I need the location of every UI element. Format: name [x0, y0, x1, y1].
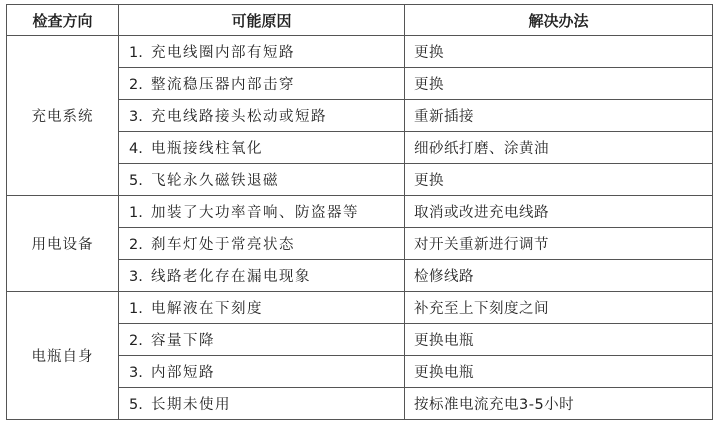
- item-number: 1.: [129, 205, 143, 221]
- troubleshooting-table: [6, 4, 713, 420]
- cause-cell: [119, 356, 405, 388]
- table-body: [7, 36, 713, 420]
- table-row: [7, 36, 713, 68]
- cause-cell: [119, 132, 405, 164]
- solution-cell: 重新插接: [405, 100, 713, 132]
- solution-cell: 检修线路: [405, 260, 713, 292]
- category-cell: 电瓶自身: [7, 292, 119, 420]
- cause-text: 电瓶接线柱氧化: [151, 141, 263, 157]
- header-solution: 解决办法: [405, 5, 713, 36]
- cause-cell: [119, 228, 405, 260]
- item-number: 1.: [129, 301, 143, 317]
- category-cell: 充电系统: [7, 36, 119, 196]
- cause-cell: [119, 260, 405, 292]
- cause-cell: [119, 164, 405, 196]
- item-number: 1.: [129, 45, 143, 61]
- solution-cell: 更换电瓶: [405, 356, 713, 388]
- cause-text: 加装了大功率音响、防盗器等: [151, 205, 359, 221]
- header-direction: 检查方向: [7, 5, 119, 36]
- table-row: [7, 196, 713, 228]
- cause-cell: [119, 68, 405, 100]
- solution-cell: 细砂纸打磨、涂黄油: [405, 132, 713, 164]
- solution-cell: 更换: [405, 68, 713, 100]
- cause-text: 长期未使用: [151, 397, 231, 413]
- item-number: 2.: [129, 237, 143, 253]
- table-row: [7, 292, 713, 324]
- cause-text: 电解液在下刻度: [151, 301, 263, 317]
- cause-text: 容量下降: [151, 333, 215, 349]
- cause-text: 刹车灯处于常亮状态: [151, 237, 295, 253]
- cause-cell: [119, 100, 405, 132]
- cause-text: 整流稳压器内部击穿: [151, 77, 295, 93]
- item-number: 3.: [129, 365, 143, 381]
- cause-cell: [119, 196, 405, 228]
- item-number: 2.: [129, 77, 143, 93]
- cause-cell: [119, 36, 405, 68]
- item-number: 3.: [129, 109, 143, 125]
- category-cell: 用电设备: [7, 196, 119, 292]
- cause-cell: [119, 388, 405, 420]
- solution-cell: 更换电瓶: [405, 324, 713, 356]
- header-cause: 可能原因: [119, 5, 405, 36]
- item-number: 5.: [129, 173, 143, 189]
- cause-cell: [119, 292, 405, 324]
- cause-text: 充电线圈内部有短路: [151, 45, 295, 61]
- item-number: 4.: [129, 141, 143, 157]
- cause-cell: [119, 324, 405, 356]
- solution-cell: 更换: [405, 164, 713, 196]
- troubleshooting-table-container: [6, 4, 713, 420]
- cause-text: 飞轮永久磁铁退磁: [151, 173, 279, 189]
- solution-cell: 取消或改进充电线路: [405, 196, 713, 228]
- cause-text: 线路老化存在漏电现象: [151, 269, 311, 285]
- cause-text: 内部短路: [151, 365, 215, 381]
- item-number: 3.: [129, 269, 143, 285]
- cause-text: 充电线路接头松动或短路: [151, 109, 327, 125]
- header-row: [7, 5, 713, 36]
- item-number: 2.: [129, 333, 143, 349]
- solution-cell: 补充至上下刻度之间: [405, 292, 713, 324]
- solution-cell: 对开关重新进行调节: [405, 228, 713, 260]
- solution-cell: 按标准电流充电3-5小时: [405, 388, 713, 420]
- solution-cell: 更换: [405, 36, 713, 68]
- item-number: 5.: [129, 397, 143, 413]
